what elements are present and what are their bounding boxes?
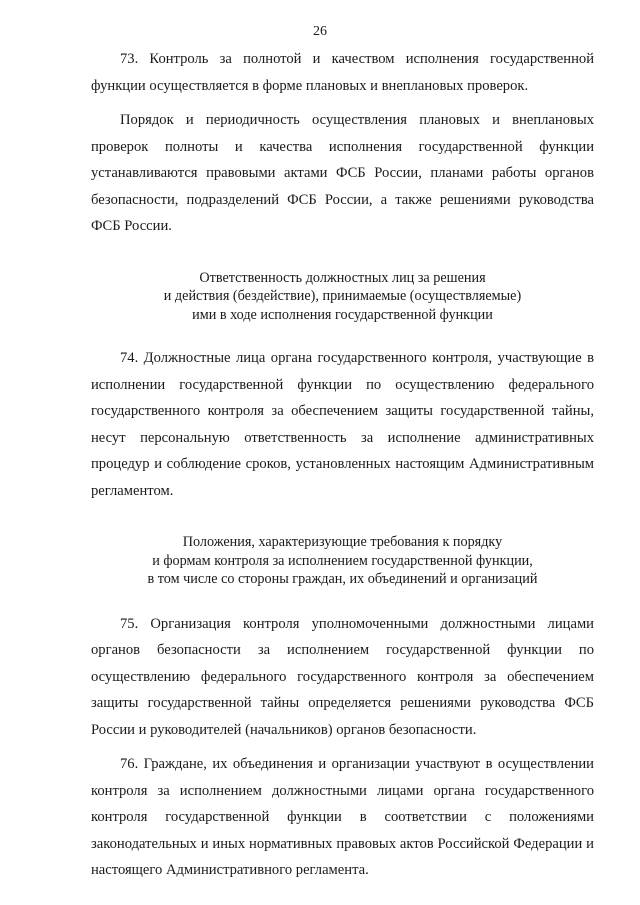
paragraph-76: 76. Граждане, их объединения и организации участвуют в осуществлении контроля за исполнением должностными лицами органа государственного контроля государственной функции в соответствии с положениями законодательных и иных нормативных правовых актов Российской Федерации и настоящего Административного регламента. <box>91 756 594 878</box>
page-number: 26 <box>313 24 327 39</box>
heading-line: и действия (бездействие), принимаемые (осуществляемые) <box>163 288 522 304</box>
paragraph-order-periodicity: Порядок и периодичность осуществления плановых и внеплановых проверок полноты и качества исполнения государственной функции устанавливаются правовыми актами ФСБ России, планами работы органов безопасности, подразделений ФСБ России, а также решениями руководства ФСБ России. <box>91 112 594 234</box>
paragraph-73: 73. Контроль за полнотой и качеством исполнения государственной функции осуществляется в форме плановых и внеплановых проверок. <box>91 51 594 94</box>
paragraph-75: 75. Организация контроля уполномоченными должностными лицами органов безопасности за исполнением государственной функции по осуществлению федерального государственного контроля за обеспечением защиты государственной тайны определяется решениями руководства ФСБ России и руководителей (начальников) органов безопасности. <box>91 615 594 738</box>
section-heading-responsibility <box>91 269 594 325</box>
paragraph-74: 74. Должностные лица органа государственного контроля, участвующие в исполнении государственной функции по осуществлению федерального государственного контроля за обеспечением защиты государственной тайны, несут персональную ответственность за исполнение административных процедур и соблюдение сроков, установленных настоящим Административным регламентом. <box>91 350 594 499</box>
heading-line: и формам контроля за исполнением государственной функции, <box>152 552 533 569</box>
heading-line: ими в ходе исполнения государственной функции <box>192 306 493 323</box>
page-content <box>91 46 594 884</box>
heading-line: Положения, характеризующие требования к порядку <box>182 534 503 550</box>
heading-line: в том числе со стороны граждан, их объединений и организаций <box>147 571 538 587</box>
section-heading-control-forms <box>91 533 594 589</box>
heading-line: Ответственность должностных лиц за решения <box>199 269 486 286</box>
